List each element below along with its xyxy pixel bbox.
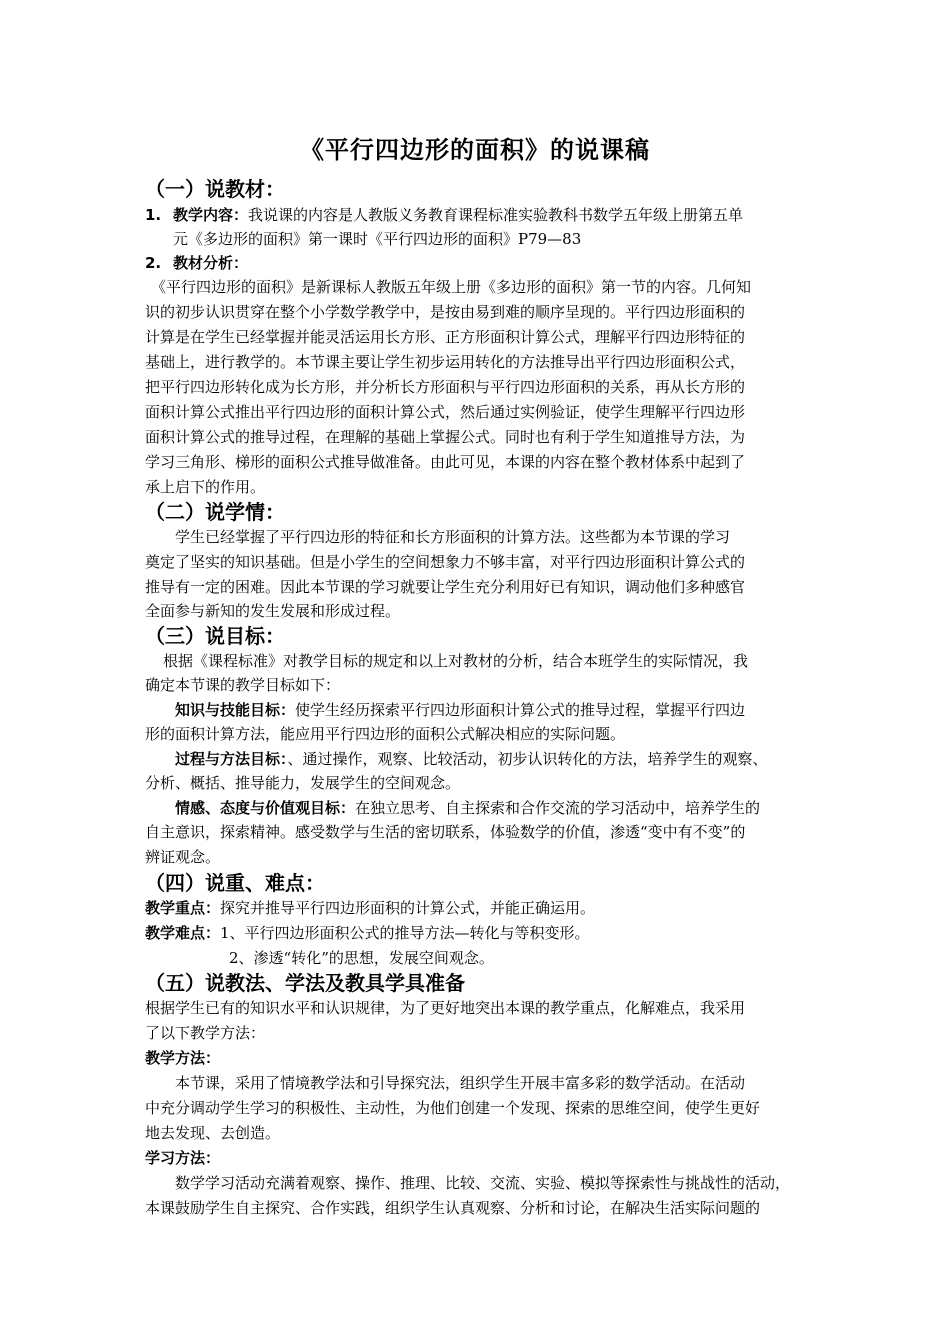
key-point-line bbox=[145, 896, 815, 920]
goal-3-text: 在独立思考、自主探索和合作交流的学习活动中，培养学生的 bbox=[355, 799, 761, 817]
key-point-text: 探究并推导平行四边形面积的计算公式，并能正确运用。 bbox=[220, 899, 596, 917]
key-point-label: 教学重点： bbox=[145, 899, 221, 917]
s3-intro-line: 根据《课程标准》对教学目标的规定和以上对教材的分析，结合本班学生的实际情况，我 bbox=[163, 652, 749, 670]
s1-para-line: 计算是在学生已经掌握并能灵活运用长方形、正方形面积计算公式，理解平行四边形特征的 bbox=[145, 328, 746, 346]
teaching-method-line: 本节课，采用了情境教学法和引导探究法，组织学生开展丰富多彩的数学活动。在活动 bbox=[175, 1074, 746, 1092]
item-2-line bbox=[145, 251, 815, 275]
s2-para-line: 推导有一定的困难。因此本节课的学习就要让学生充分利用好已有知识，调动他们多种感官 bbox=[145, 578, 746, 596]
item-2-label: 教材分析： bbox=[173, 254, 249, 272]
item-1-line-1 bbox=[145, 203, 815, 227]
s2-para-line: 全面参与新知的发生发展和形成过程。 bbox=[145, 602, 401, 620]
s2-para-line: 奠定了坚实的知识基础。但是小学生的空间想象力不够丰富，对平行四边形面积计算公式的 bbox=[145, 553, 746, 571]
goal-3-label: 情感、态度与价值观目标： bbox=[175, 799, 356, 817]
s5-intro-line: 根据学生已有的知识水平和认识规律，为了更好地突出本课的教学重点，化解难点，我采用 bbox=[145, 999, 746, 1017]
teaching-method-label: 教学方法： bbox=[145, 1049, 221, 1067]
teaching-method-line: 地去发现、去创造。 bbox=[145, 1124, 281, 1142]
learning-method-label: 学习方法： bbox=[145, 1149, 221, 1167]
goal-2-line-2: 分析、概括、推导能力，发展学生的空间观念。 bbox=[145, 774, 461, 792]
section-4-heading: （四）说重、难点： bbox=[145, 871, 325, 895]
goal-2-text: 、通过操作，观察、比较活动，初步认识转化的方法，培养学生的观察、 bbox=[287, 750, 768, 768]
s1-para-line: 基础上，进行教学的。本节课主要让学生初步运用转化的方法推导出平行四边形面积公式， bbox=[145, 353, 746, 371]
s1-para-line: 承上启下的作用。 bbox=[145, 478, 266, 496]
section-5-heading: （五）说教法、学法及教具学具准备 bbox=[145, 971, 465, 995]
s1-para-line: 面积计算公式推出平行四边形的面积计算公式，然后通过实例验证，使学生理解平行四边形 bbox=[145, 403, 746, 421]
item-2-number: 2. bbox=[145, 254, 162, 272]
section-3-heading: （三）说目标： bbox=[145, 624, 285, 648]
s1-para-line: 学习三角形、梯形的面积公式推导做准备。由此可见，本课的内容在整个教材体系中起到了 bbox=[145, 453, 746, 471]
difficulty-label: 教学难点： bbox=[145, 924, 221, 942]
difficulty-line-1 bbox=[145, 921, 815, 945]
item-1-text: 我说课的内容是人教版义务教育课程标准实验教科书数学五年级上册第五单 bbox=[248, 206, 744, 224]
section-2-heading: （二）说学情： bbox=[145, 500, 285, 524]
goal-2-line-1 bbox=[175, 747, 845, 771]
item-1-line-2: 元《多边形的面积》第一课时《平行四边形的面积》P79—83 bbox=[173, 230, 582, 248]
s2-para-line: 学生已经掌握了平行四边形的特征和长方形面积的计算方法。这些都为本节课的学习 bbox=[175, 528, 731, 546]
goal-1-line-2: 形的面积计算方法，能应用平行四边形的面积公式解决相应的实际问题。 bbox=[145, 725, 626, 743]
goal-1-label: 知识与技能目标： bbox=[175, 701, 296, 719]
s1-para-line: 把平行四边形转化成为长方形，并分析长方形面积与平行四边形面积的关系，再从长方形的 bbox=[145, 378, 746, 396]
goal-3-line-1 bbox=[175, 796, 845, 820]
goal-2-label: 过程与方法目标： bbox=[175, 750, 288, 768]
goal-1-line-1 bbox=[175, 698, 845, 722]
section-1-heading: （一）说教材： bbox=[145, 177, 285, 201]
teaching-method-line: 中充分调动学生学习的积极性、主动性，为他们创建一个发现、探索的思维空间，使学生更好 bbox=[145, 1099, 761, 1117]
learning-method-line: 数学学习活动充满着观察、操作、推理、比较、交流、实验、模拟等探索性与挑战性的活动， bbox=[175, 1174, 791, 1192]
item-1-number: 1. bbox=[145, 206, 162, 224]
goal-1-text: 使学生经历探索平行四边形面积计算公式的推导过程，掌握平行四边 bbox=[295, 701, 746, 719]
difficulty-line-2: 2、渗透“转化”的思想，发展空间观念。 bbox=[229, 949, 494, 967]
item-1-label: 教学内容： bbox=[173, 206, 249, 224]
goal-3-line-2: 自主意识，探索精神。感受数学与生活的密切联系，体验数学的价值，渗透“变中有不变”的 bbox=[145, 823, 746, 841]
s3-intro-line: 确定本节课的教学目标如下： bbox=[145, 676, 341, 694]
s1-para-line: 识的初步认识贯穿在整个小学数学教学中，是按由易到难的顺序呈现的。平行四边形面积的 bbox=[145, 303, 746, 321]
difficulty-text-1: 1、平行四边形面积公式的推导方法—转化与等积变形。 bbox=[220, 924, 590, 942]
s5-intro-line: 了以下教学方法： bbox=[145, 1024, 266, 1042]
document-title: 《平行四边形的面积》的说课稿 bbox=[300, 136, 650, 164]
s1-para-line: 《平行四边形的面积》是新课标人教版五年级上册《多边形的面积》第一节的内容。几何知 bbox=[151, 278, 752, 296]
learning-method-line: 本课鼓励学生自主探究、合作实践，组织学生认真观察、分析和讨论，在解决生活实际问题的 bbox=[145, 1199, 761, 1217]
goal-3-line-3: 辨证观念。 bbox=[145, 848, 221, 866]
s1-para-line: 面积计算公式的推导过程，在理解的基础上掌握公式。同时也有利于学生知道推导方法，为 bbox=[145, 428, 746, 446]
